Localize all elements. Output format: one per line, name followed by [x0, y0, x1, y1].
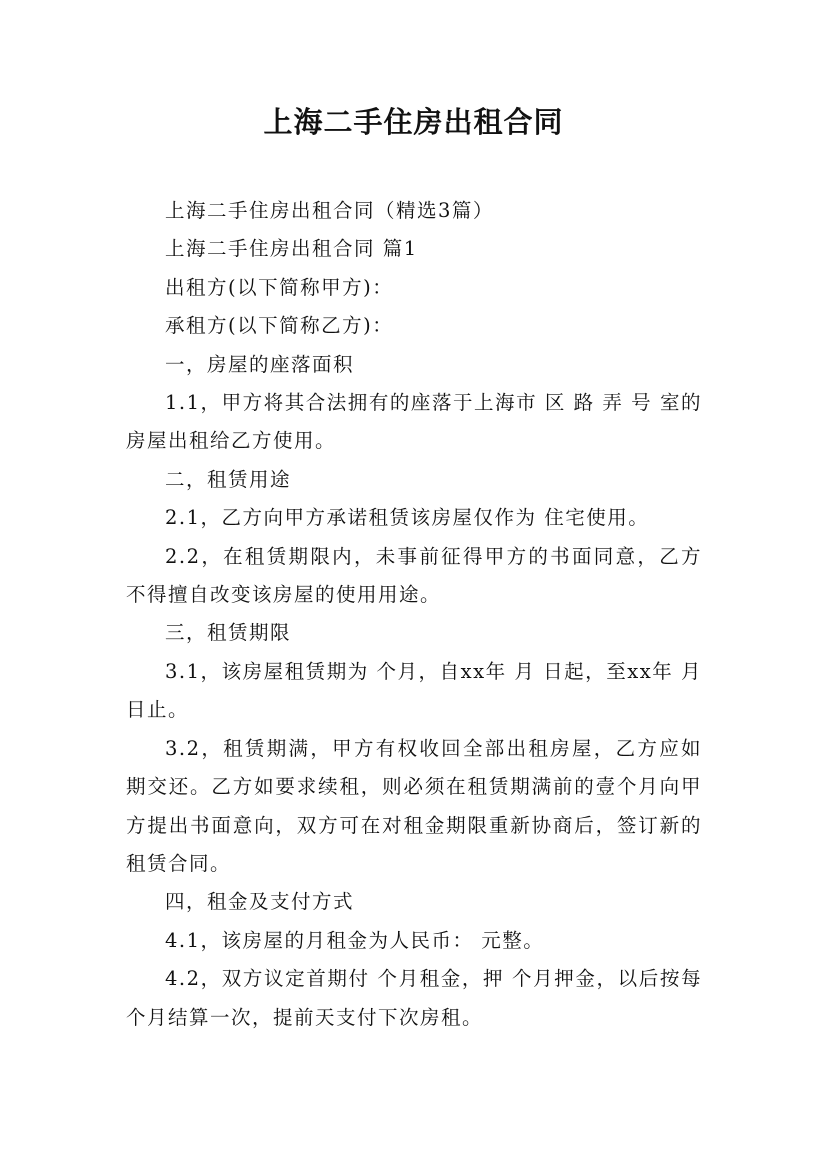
clause-3-2: 3.2，租赁期满，甲方有权收回全部出租房屋，乙方应如期交还。乙方如要求续租，则必须在租赁期满前的壹个月向甲方提出书面意向，双方可在对租金期限重新协商后，签订新的租赁合同。 [126, 736, 702, 875]
section-heading-usage: 二，租赁用途 [165, 467, 292, 491]
paragraph-lessee: 承租方(以下简称乙方)： [165, 314, 394, 338]
clause-2-1: 2.1，乙方向甲方承诺租赁该房屋仅作为 住宅使用。 [165, 506, 650, 530]
clause-1-1: 1.1，甲方将其合法拥有的座落于上海市 区 路 弄 号 室的房屋出租给乙方使用。 [126, 391, 702, 453]
document-title: 上海二手住房出租合同 [263, 105, 564, 139]
clause-2-2: 2.2，在租赁期限内，未事前征得甲方的书面同意，乙方不得擅自改变该房屋的使用用途。 [126, 544, 702, 607]
clause-4-1: 4.1，该房屋的月租金为人民币： 元整。 [165, 928, 545, 952]
section-heading-term: 三，租赁期限 [165, 621, 292, 645]
clause-4-2: 4.2，双方议定首期付 个月租金，押 个月押金，以后按每 个月结算一次，提前天支付下次房租。 [126, 967, 702, 1029]
clause-3-1: 3.1，该房屋租赁期为 个月，自xx年 月 日起，至xx年 月 日止。 [126, 659, 702, 722]
section-heading-location: 一，房屋的座落面积 [165, 352, 355, 376]
paragraph-subtitle: 上海二手住房出租合同（精选3篇） [165, 199, 494, 222]
paragraph-article-heading: 上海二手住房出租合同 篇1 [165, 237, 418, 261]
document-body [126, 192, 702, 1037]
paragraph-lessor: 出租方(以下简称甲方)： [165, 275, 394, 299]
section-heading-rent: 四，租金及支付方式 [165, 890, 355, 914]
